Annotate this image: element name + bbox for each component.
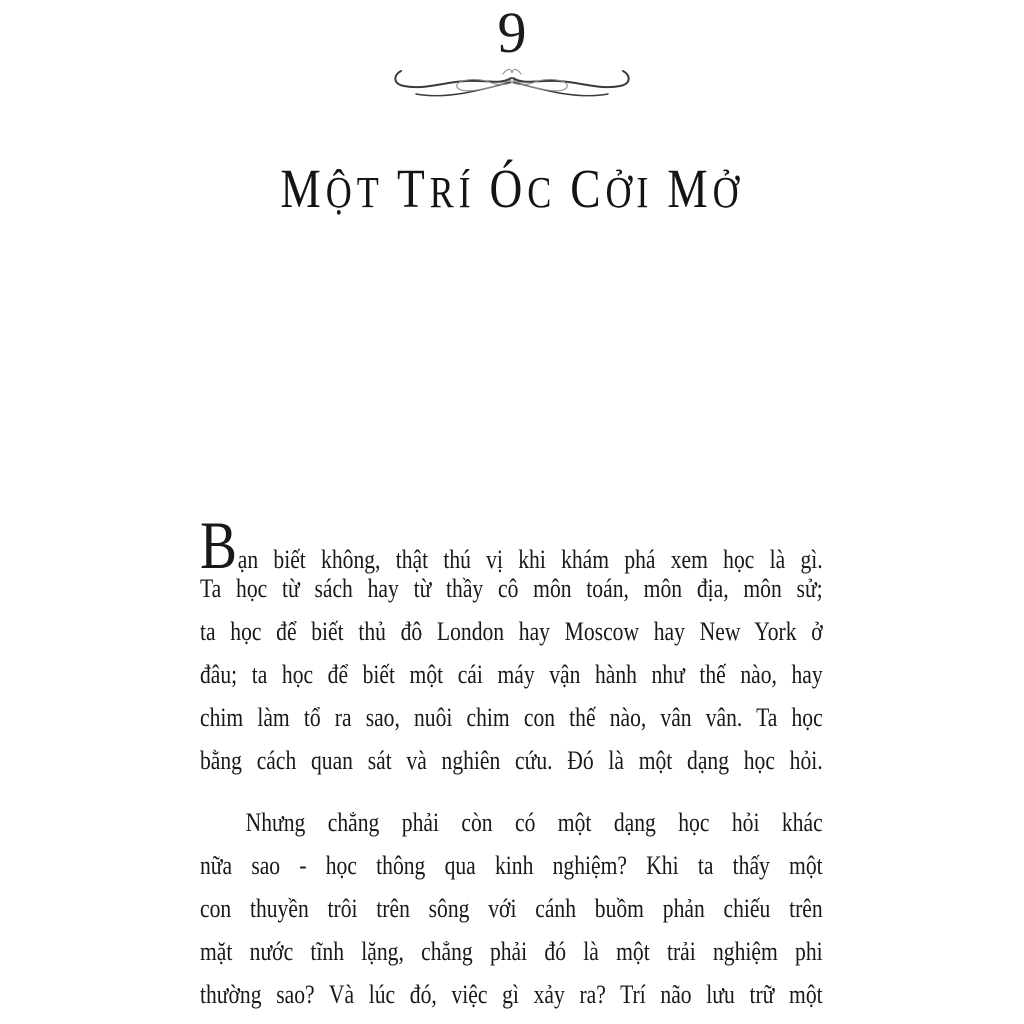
dropcap: B bbox=[200, 507, 238, 583]
text-line: Bạn biết không, thật thú vị khi khám phá xem học là gì. bbox=[200, 507, 823, 583]
text-line: bằng cách quan sát và nghiên cứu. Đó là một dạng học hỏi. bbox=[200, 745, 823, 775]
title-word: TRÍ bbox=[396, 158, 476, 219]
text-line: mặt nước tĩnh lặng, chẳng phải đó là một trải nghiệm phi bbox=[200, 936, 823, 966]
text-line: đâu; ta học để biết một cái máy vận hành như thế nào, hay bbox=[200, 659, 823, 689]
text-line: thường sao? Và lúc đó, việc gì xảy ra? Trí não lưu trữ một bbox=[200, 979, 823, 1009]
title-word: MỘT bbox=[280, 158, 384, 219]
text-line: Ta học từ sách hay từ thầy cô môn toán, môn địa, môn sử; bbox=[200, 573, 823, 603]
flourish-icon bbox=[390, 58, 634, 108]
chapter-number: 9 bbox=[497, 0, 527, 65]
ornament-divider bbox=[390, 58, 634, 108]
title-word: MỞ bbox=[667, 158, 744, 219]
chapter-title bbox=[92, 152, 932, 230]
text-line: Nhưng chẳng phải còn có một dạng học hỏi khác bbox=[245, 807, 823, 837]
body-text bbox=[200, 507, 823, 1016]
title-word: CỞI bbox=[570, 158, 654, 219]
text-line: nữa sao - học thông qua kinh nghiệm? Khi ta thấy một bbox=[200, 850, 823, 880]
text-line: ta học để biết thủ đô London hay Moscow hay New York ở bbox=[200, 616, 823, 646]
text-line: chim làm tổ ra sao, nuôi chim con thế nào, vân vân. Ta học bbox=[200, 702, 823, 732]
paragraph bbox=[200, 507, 823, 782]
title-word: ÓC bbox=[489, 158, 557, 219]
paragraph bbox=[200, 801, 823, 1016]
text-line: con thuyền trôi trên sông với cánh buồm phản chiếu trên bbox=[200, 893, 823, 923]
